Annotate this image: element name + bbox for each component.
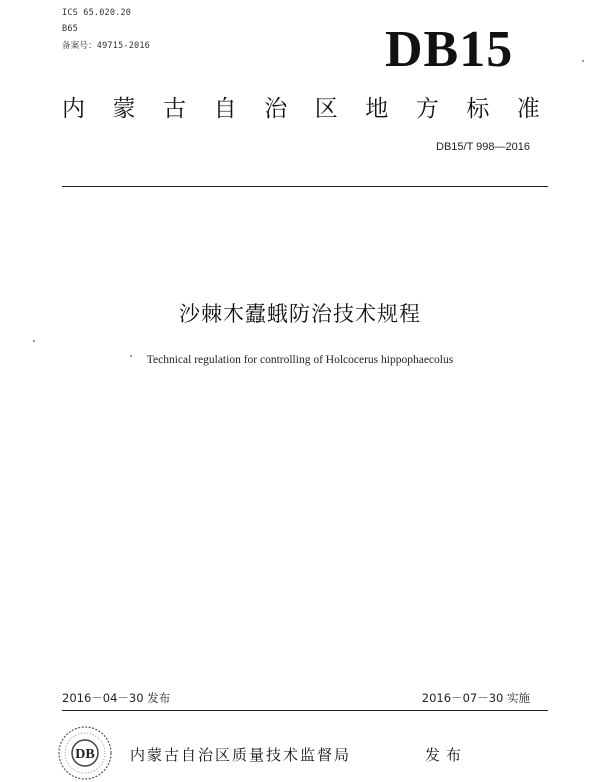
ics-code: ICS 65.020.20 <box>62 8 132 18</box>
seal-icon <box>56 724 114 782</box>
category-char: 蒙 <box>112 96 136 122</box>
issuing-authority: 内蒙古自治区质量技术监督局 <box>130 746 352 764</box>
scan-speck <box>582 60 584 62</box>
document-title-english: Technical regulation for controlling of Holcocerus hippophaecolus <box>146 354 454 366</box>
implementation-date: 2016－07－30 实施 <box>421 691 530 705</box>
document-title-chinese: 沙棘木蠹蛾防治技术规程 <box>179 302 421 326</box>
scan-speck <box>130 355 132 357</box>
db15-logo: DB15 <box>385 21 514 78</box>
category-char: 准 <box>516 96 540 122</box>
category-char: 地 <box>365 96 389 122</box>
header-divider <box>62 186 548 187</box>
record-number: 备案号：49715-2016 <box>62 41 150 51</box>
category-char: 自 <box>213 96 237 122</box>
category-char: 古 <box>163 96 187 122</box>
footer-divider <box>62 710 548 711</box>
category-char: 方 <box>415 96 439 122</box>
category-char: 区 <box>314 96 338 122</box>
standard-number: DB15/T 998—2016 <box>436 141 530 153</box>
category-char: 治 <box>264 96 288 122</box>
publish-label: 发布 <box>425 746 468 764</box>
ccs-code: B65 <box>62 24 78 34</box>
seal-text: DB <box>75 747 95 762</box>
category-char: 内 <box>62 96 85 122</box>
issue-date: 2016－04－30 发布 <box>62 691 171 705</box>
scan-speck <box>33 340 35 342</box>
category-char: 标 <box>466 96 490 122</box>
standard-category-title <box>62 90 540 123</box>
